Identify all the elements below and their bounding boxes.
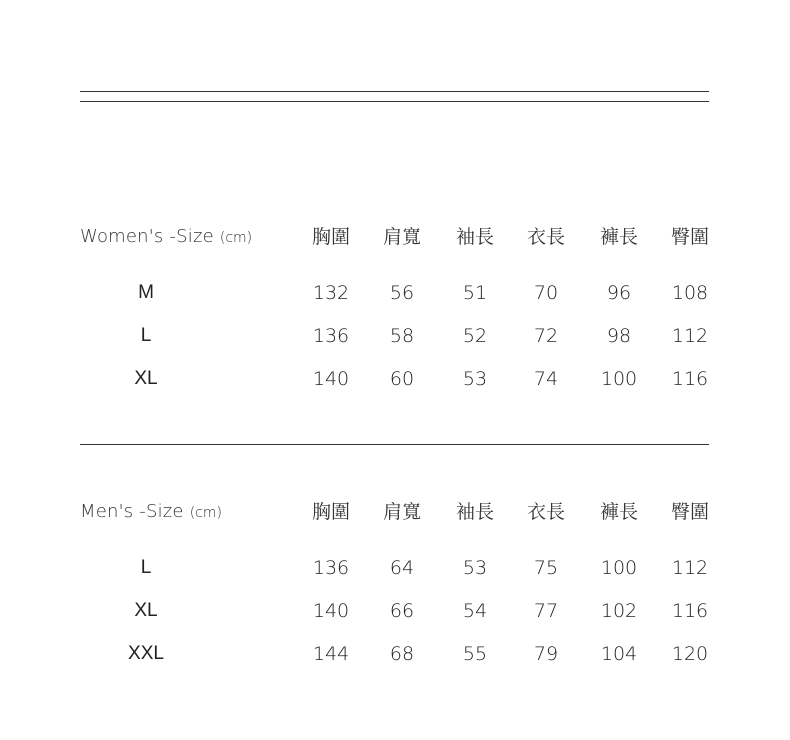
table-cell: 132 — [312, 282, 350, 304]
women-size-unit: (cm) — [219, 230, 253, 246]
table-cell: 100 — [600, 557, 638, 579]
table-cell: 53 — [462, 368, 488, 390]
table-cell: 100 — [600, 368, 638, 390]
table-cell: 120 — [671, 643, 709, 665]
size-label: L — [140, 325, 152, 346]
table-cell: 104 — [600, 643, 638, 665]
column-header-chest: 胸圍 — [311, 501, 350, 523]
table-row — [0, 596, 790, 626]
column-header-chest: 胸圍 — [311, 226, 350, 248]
column-header-pants-length: 褲長 — [599, 226, 638, 248]
table-cell: 56 — [389, 282, 415, 304]
women-size-title — [80, 222, 252, 252]
table-cell: 136 — [312, 325, 350, 347]
table-cell: 96 — [606, 282, 632, 304]
column-header-length: 衣長 — [526, 501, 565, 523]
table-row — [0, 321, 790, 351]
table-row — [0, 278, 790, 308]
column-header-sleeve: 袖長 — [455, 501, 494, 523]
table-cell: 72 — [533, 325, 559, 347]
table-cell: 64 — [389, 557, 415, 579]
column-header-sleeve: 袖長 — [455, 226, 494, 248]
table-cell: 140 — [312, 600, 350, 622]
section-divider-line — [80, 444, 709, 445]
size-label: XXL — [128, 643, 164, 664]
table-row — [0, 639, 790, 669]
table-cell: 52 — [462, 325, 488, 347]
column-header-shoulder: 肩寬 — [382, 501, 421, 523]
column-header-shoulder: 肩寬 — [382, 226, 421, 248]
table-cell: 74 — [533, 368, 559, 390]
table-cell: 75 — [533, 557, 559, 579]
table-cell: 55 — [462, 643, 488, 665]
table-cell: 60 — [389, 368, 415, 390]
column-header-hip: 臀圍 — [670, 501, 709, 523]
column-header-pants-length: 褲長 — [599, 501, 638, 523]
table-cell: 70 — [533, 282, 559, 304]
column-header-length: 衣長 — [526, 226, 565, 248]
table-cell: 98 — [606, 325, 632, 347]
table-cell: 51 — [462, 282, 488, 304]
size-label: L — [140, 557, 152, 578]
table-cell: 79 — [533, 643, 559, 665]
table-cell: 58 — [389, 325, 415, 347]
size-label: M — [138, 282, 154, 303]
table-cell: 53 — [462, 557, 488, 579]
column-header-hip: 臀圍 — [670, 226, 709, 248]
table-cell: 77 — [533, 600, 559, 622]
top-divider-line — [80, 91, 709, 92]
table-cell: 66 — [389, 600, 415, 622]
table-row — [0, 364, 790, 394]
table-cell: 68 — [389, 643, 415, 665]
table-cell: 112 — [671, 557, 709, 579]
table-cell: 116 — [671, 600, 709, 622]
table-row — [0, 553, 790, 583]
men-size-unit: (cm) — [189, 505, 222, 521]
table-cell: 116 — [671, 368, 709, 390]
men-size-label: Men's -Size — [80, 501, 184, 522]
women-size-label: Women's -Size — [80, 226, 214, 247]
men-size-title — [80, 497, 222, 527]
table-cell: 140 — [312, 368, 350, 390]
table-cell: 54 — [462, 600, 488, 622]
top-divider-line-second — [80, 101, 709, 102]
table-cell: 102 — [600, 600, 638, 622]
table-cell: 136 — [312, 557, 350, 579]
table-cell: 108 — [671, 282, 709, 304]
table-cell: 112 — [671, 325, 709, 347]
table-cell: 144 — [312, 643, 350, 665]
size-label: XL — [134, 368, 158, 389]
size-label: XL — [134, 600, 158, 621]
